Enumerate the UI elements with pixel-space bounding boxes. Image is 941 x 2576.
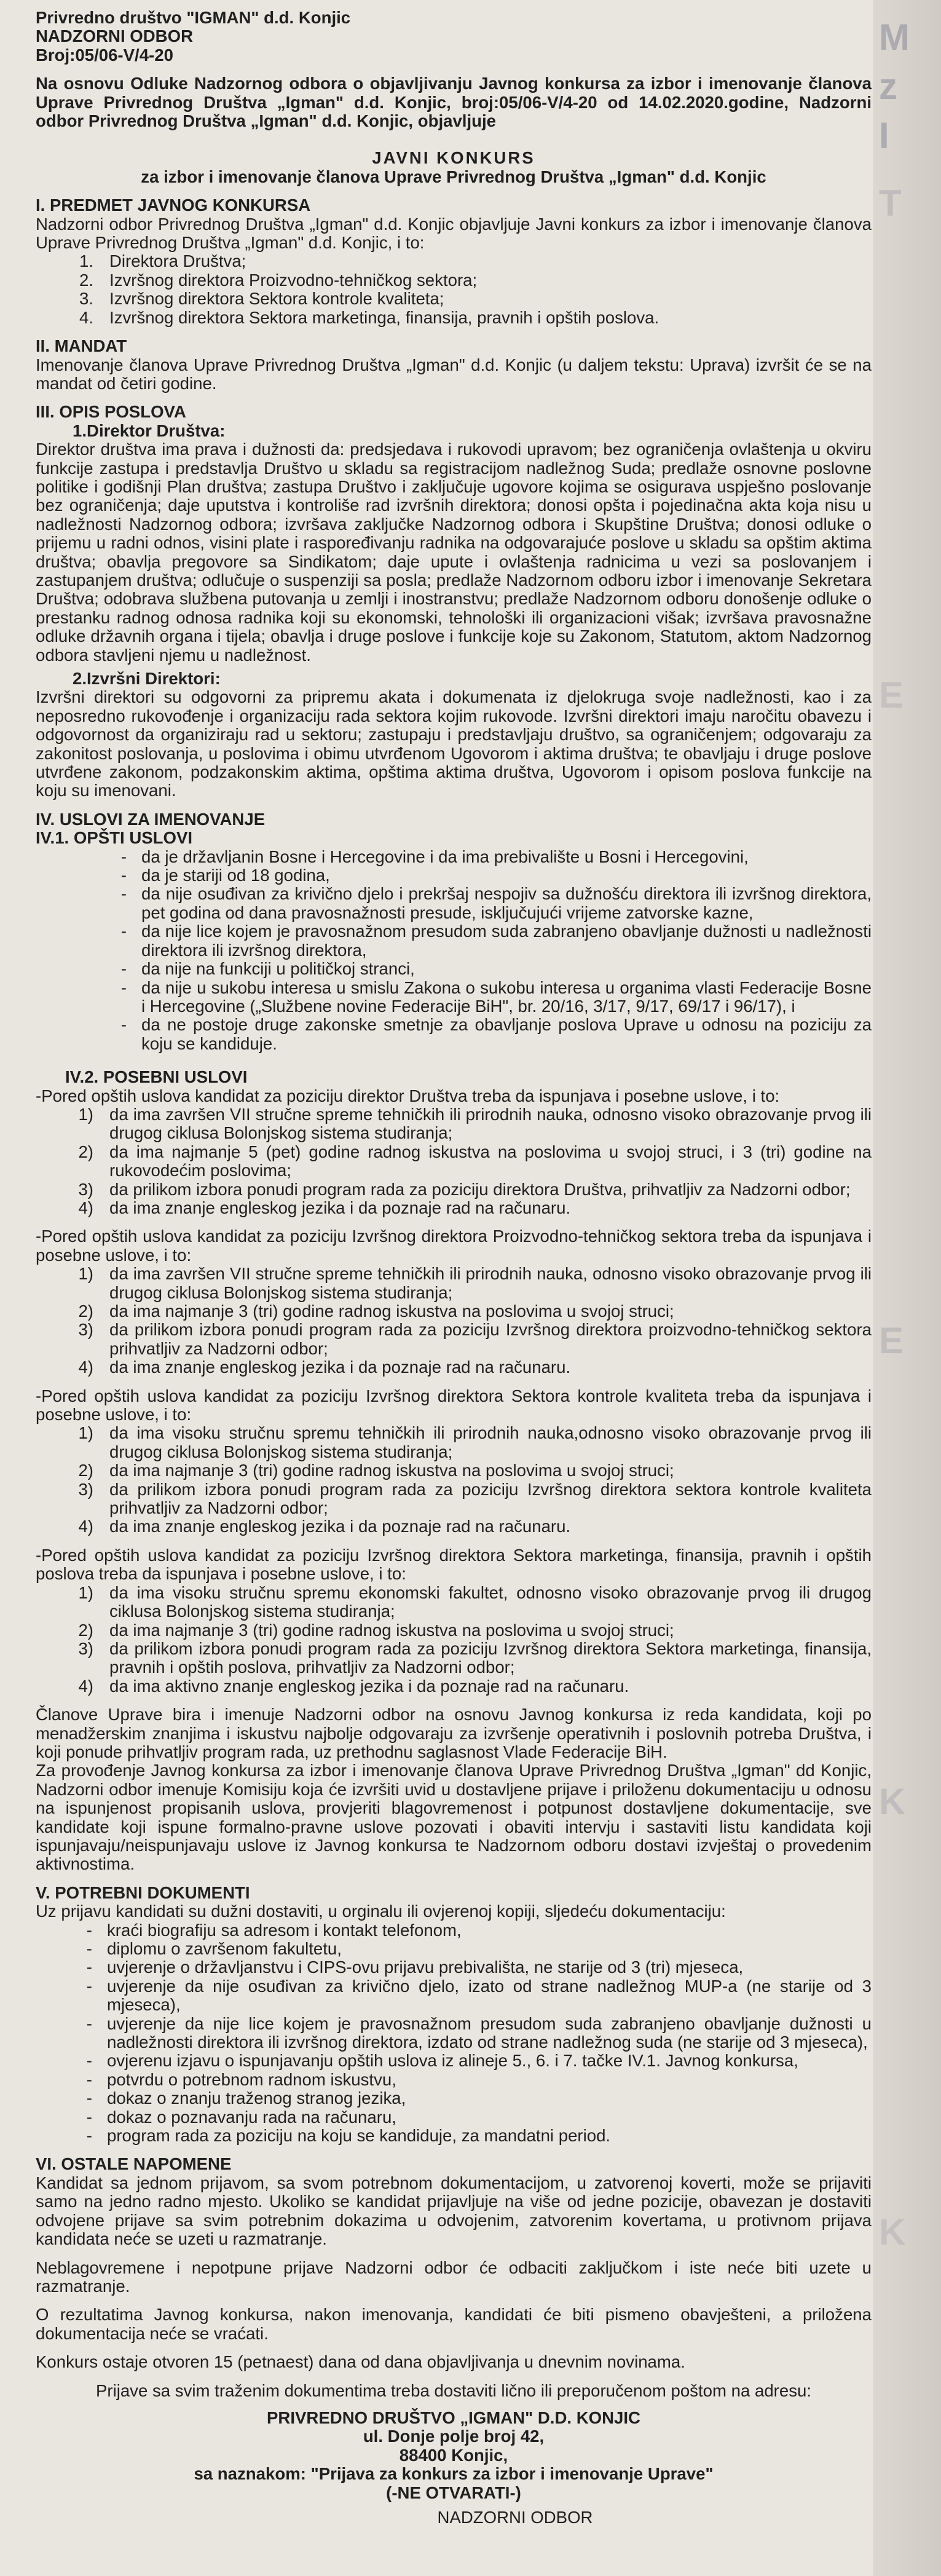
list-item: 3) da prilikom izbora ponudi program rada za poziciju direktora Društva, prihvatljiv za Nadzorni odbor; [78,1179,851,1199]
section-3-sub1: 1.Direktor Društva: [73,421,226,440]
section-4-closing-2: Za provođenje Javnog konkursa za izbor i imenovanje članova Uprave Privrednog Društva „Igman" dd Konjic, Nadzorni odbor imenuje Komisiju koja će izvršiti uvid u dostavljene prijave i priloženu dokumentaciju u odnosu na ispunjenost propisanih uslova, provjeriti blagovremenost i potpunost dostavljene dokumentacije, sve kandidate koji ispune formalno-pravne uslove pozovati i obaviti intervju i sastaviti listu kandidata koji ispunjavaju/neispunjavaju uslove iz Javnog konkursa te Nadzornom odboru dostavi izvještaj o provedenim aktivnostima. [36,1761,872,1874]
special-conditions-group-4 [36,1546,872,1696]
section-4-closing-1: Članove Uprave bira i imenuje Nadzorni odbor na osnovu Javnog konkursa iz reda kandidata, koji po menadžerskim znanjima i iskustvu najbolje odgovaraju za izvršenje operativnih i poslovnih potreba Društva, i koji ponude prihvatljiv program rada, uz prethodnu saglasnost Vlade Federacije BiH. [36,1705,872,1761]
general-conditions-list [36,848,872,1053]
group-intro: -Pored opštih uslova kandidat za poziciju direktor Društva treba da ispunjava i posebne uslove, i to: [36,1086,780,1105]
group-intro: -Pored opštih uslova kandidat za poziciju Izvršnog direktora Proizvodno-tehničkog sektora treba da ispunjava i posebne uslove, i to: [36,1227,872,1265]
address-block [36,2409,872,2502]
page-title: JAVNI KONKURS [372,148,535,168]
header-number: Broj:05/06-V/4-20 [36,45,173,65]
group-intro: -Pored opštih uslova kandidat za poziciju Izvršnog direktora Sektora marketinga, finansija, pravnih i opštih poslova treba da ispunjava i posebne uslove, i to: [36,1545,872,1584]
section-1-heading: I. PREDMET JAVNOG KONKURSA [36,196,311,215]
header [36,9,872,65]
adjacent-page-bleed: M z I T E E K K [873,0,941,2576]
list-item: 2) da ima najmanje 3 (tri) godine radnog iskustva na poslovima u svojoj struci; [78,1620,674,1640]
section-6-p2: Neblagovremene i nepotpune prijave Nadzorni odbor će odbaciti zaključkom i iste neće biti uzete u razmatranje. [36,2258,872,2296]
list-item: - da nije osuđivan za krivično djelo i prekršaj nespojiv sa dužnošću direktora ili izvršnog direktora, pet godina od dana pravosnažnosti presude, isključujući vrijeme zatvorske kazne, [120,884,872,922]
section-2-text: Imenovanje članova Uprave Privrednog Društva „Igman" d.d. Konjic (u daljem tekstu: Uprava) izvršit će se na mandat od četiri godine. [36,355,872,393]
list-item: 4) da ima znanje engleskog jezika i da poznaje rad na računaru. [78,1198,571,1217]
list-item: - ovjerenu izjavu o ispunjavanju opštih uslova iz alineje 5., 6. i 7. tačke IV.1. Javnog konkursa, [86,2051,798,2071]
section-3-text1: Direktor društva ima prava i dužnosti da: predsjedava i rukovodi upravom; bez ograničenja ovlaštenja u okviru funkcije zastupa i predstavlja Društvo u skladu sa registracijom nadležnog Suda; predlaže osnovne poslovne politike i godišnji Plan društva; zastupa Društvo i zaključuje ugovore kojima se osigurava uspješno poslovanje bez ograničenja; daje uputstva i kontroliše rad izvršnih direktora; donosi opšta i pojedinačna akta koja nisu u nadležnosti Nadzornog odbora; izvršava zaključke Nadzornog odbora i Skupštine Društva; donosi odluke o prijemu u radni odnos, visini plate i raspoređivanju radnika na odgovarajuće poslove u skladu sa opštim aktima društva; obavlja pregovore sa Sindikatom; daje upute i ovlaštenja radnicima u vezi sa poslovanjem i zastupanjem društva; odlučuje o suspenziji sa posla; predlaže Nadzornom odboru izbor i imenovanje Sekretara Društva; odobrava službena putovanja u zemlji i inostranstvu; predlaže Nadzornom odboru donošenje odluke o prestanku radnog odnosa radnika koji su ekonomski, tehnološki ili organizacioni višak; izvršava pravosnažne odluke državnih organa i tijela; obavlja i druge poslove i funkcije koje su Zakonom, Statutom, aktom Nadzornog odbora stavljeni njemu u nadležnost. [36,440,872,665]
special-conditions-group-1 [36,1087,872,1218]
section-5-heading: V. POTREBNI DOKUMENTI [36,1883,250,1902]
section-6-p1: Kandidat sa jednom prijavom, sa svom potrebnom dokumentacijom, u zatvorenoj koverti, može se prijaviti samo na jedno radno mjesto. Ukoliko se kandidat prijavljuje na više od jedne pozicije, obavezan je dostaviti odvojene prijave sa svim potrebnim dokazima u odvojenim, zatvorenim kovertama, u protivnom prijava kandidata neće se uzeti u razmatranje. [36,2173,872,2249]
list-item: - dokaz o poznavanju rada na računaru, [86,2107,396,2127]
special-conditions-group-2 [36,1227,872,1377]
list-item: 2) da ima najmanje 3 (tri) godine radnog iskustva na poslovima u svojoj struci; [78,1461,674,1480]
section-4-sub2: IV.2. POSEBNI USLOVI [65,1067,248,1087]
list-item: - da je državljanin Bosne i Hercegovine i da ima prebivalište u Bosni i Hercegovini, [120,847,749,866]
section-1-text: Nadzorni odbor Privrednog Društva „Igman" d.d. Konjic objavljuje Javni konkurs za izbor i imenovanje članova Uprave Privrednog Društva „Igman" d.d. Konjic, i to: [36,214,872,253]
list-item: 2) da ima najmanje 3 (tri) godine radnog iskustva na poslovima u svojoj struci; [78,1302,674,1321]
header-board: NADZORNI ODBOR [36,26,193,46]
section-6-p5: Prijave sa svim traženim dokumentima treba dostaviti lično ili preporučenom poštom na adresu: [95,2380,812,2400]
list-item: - da nije lice kojem je pravosnažnom presudom suda zabranjeno obavljanje dužnosti u nadležnosti direktora ili izvršnog direktora, [120,922,872,960]
group-intro: -Pored opštih uslova kandidat za poziciju Izvršnog direktora Sektora kontrole kvaliteta treba da ispunjava i posebne uslove, i to: [36,1386,872,1424]
list-item: 1) da ima visoku stručnu spremu ekonomski fakultet, odnosno visoko obrazovanje prvog ili drugog ciklusa Bolonjskog sistema studiranja; [78,1582,872,1621]
section-5-text: Uz prijavu kandidati su dužni dostaviti, u orginalu ili ovjerenoj kopiji, sljedeću dokumentaciju: [36,1902,726,1921]
section-4-heading: IV. USLOVI ZA IMENOVANJE [36,809,266,829]
list-item: 4. Izvršnog direktora Sektora marketinga, finansija, pravnih i opštih poslova. [79,307,659,327]
section-3-heading: III. OPIS POSLOVA [36,402,186,422]
section-6-p4: Konkurs ostaje otvoren 15 (petnaest) dana od dana objavljivanja u dnevnim novinama. [36,2352,685,2372]
list-item: 2. Izvršnog direktora Proizvodno-tehničkog sektora; [79,270,478,290]
header-company: Privredno društvo "IGMAN" d.d. Konjic [36,8,351,27]
address-do-not-open: (-NE OTVARATI-) [386,2483,521,2502]
list-item: - da nije na funkciji u političkoj stranci, [120,959,415,979]
list-item: 1) da ima završen VII stručne spreme tehničkih ili prirodnih nauka, odnosno visoko obrazovanje prvog ili drugog ciklusa Bolonjskog sistema studiranja; [78,1264,872,1302]
list-item: 4) da ima znanje engleskog jezika i da poznaje rad na računaru. [78,1517,571,1536]
list-item: 2) da ima najmanje 5 (pet) godine radnog iskustva na poslovima u svojoj struci, i 3 (tri) godine na rukovodećim poslovima; [78,1142,872,1180]
list-item: - da nije u sukobu interesa u smislu Zakona o sukobu interesa u organima vlasti Federacije Bosne i Hercegovine („Službene novine Federacije BiH", br. 20/16, 3/17, 9/17, 69/17 i 96/17), i [120,978,872,1016]
address-company: PRIVREDNO DRUŠTVO „IGMAN" D.D. KONJIC [267,2408,640,2427]
list-item: - diplomu o završenom fakultetu, [86,1939,342,1958]
address-note: sa naznakom: "Prijava za konkurs za izbor i imenovanje Uprave" [194,2464,714,2484]
list-item: 1) da ima visoku stručnu spremu tehničkih ili prirodnih nauka,odnosno visoko obrazovanje prvog ili drugog ciklusa Bolonjskog sistema studiranja; [78,1423,872,1461]
page-subtitle: za izbor i imenovanje članova Uprave Privrednog Društva „Igman" d.d. Konjic [141,167,766,186]
list-item: - potvrdu o potrebnom radnom iskustvu, [86,2069,396,2089]
list-item: - uvjerenje o državljanstvu i CIPS-ovu prijavu prebivališta, ne starije od 3 (tri) mjeseca, [86,1958,744,1977]
address-city: 88400 Konjic, [399,2445,508,2465]
list-item: - da je stariji od 18 godina, [120,866,330,885]
list-item: 3) da prilikom izbora ponudi program rada za poziciju Izvršnog direktora proizvodno-tehničkog sektora prihvatljiv za Nadzorni odbor; [78,1320,872,1358]
intro-text: Na osnovu Odluke Nadzornog odbora o objavljivanju Javnog konkursa za izbor i imenovanje članova Uprave Privrednog Društva „Igman" d.d. Konjic, broj:05/06-V/4-20 od 14.02.2020.godine, Nadzorni odbor Privrednog Društva „Igman" d.d. Konjic, objavljuje [36,74,872,131]
list-item: 1. Direktora Društva; [79,251,246,271]
section-3-text2: Izvršni direktori su odgovorni za pripremu akata i dokumenata iz djelokruga svoje nadležnosti, kao i za neposredno rukovođenje i organizaciju rada sektora kojim rukovode. Izvršni direktori imaju naročitu obavezu i odgovornost da organiziraju rad u sektoru; zastupaju i predstavljaju društvo, sa ograničenjem; odgovaraju za zakonitost poslovanja, u poslovima i obimu utvrđenom Ugovorom i aktima društva; te obavljaju i druge poslove utvrđene zakonom, podzakonskim aktima, opštima aktima društva, Ugovorom i opisom poslova funkcije na koju su imenovani. [36,687,872,800]
address-street: ul. Donje polje broj 42, [363,2427,545,2446]
signature: NADZORNI ODBOR [437,2507,593,2527]
section-1-list [36,252,872,327]
section-2-heading: II. MANDAT [36,336,127,356]
list-item: - uvjerenje da nije lice kojem je pravosnažnom presudom suda zabranjeno obavljanje dužnosti u nadležnosti direktora ili izvršnog direktora, izdato od strane nadležnog suda (ne starije od 3 mjeseca), [86,2013,872,2052]
document [36,9,872,2527]
list-item: 1) da ima završen VII stručne spreme tehničkih ili prirodnih nauka, odnosno visoko obrazovanje prvog ili drugog ciklusa Bolonjskog sistema studiranja; [78,1104,872,1143]
list-item: - kraći biografiju sa adresom i kontakt telefonom, [86,1920,462,1940]
list-item: 4) da ima znanje engleskog jezika i da poznaje rad na računaru. [78,1357,571,1377]
list-item: 3) da prilikom izbora ponudi program rada za poziciju Izvršnog direktora Sektora marketinga, finansija, pravnih i opštih poslova, prihvatljiv za Nadzorni odbor; [78,1638,872,1677]
list-item: 3. Izvršnog direktora Sektora kontrole kvaliteta; [79,289,444,309]
list-item: - dokaz o znanju traženog stranog jezika, [86,2088,406,2108]
list-item: - da ne postoje druge zakonske smetnje za obavljanje poslova Uprave u odnosu na poziciju za koju se kandiduje. [120,1015,872,1053]
section-3-sub2: 2.Izvršni Direktori: [73,669,221,688]
list-item: - uvjerenje da nije osuđivan za krivično djelo, izato od strane nadležnog MUP-a (ne starije od 3 mjeseca), [86,1976,872,2015]
list-item: - program rada za poziciju na koju se kandiduje, za mandatni period. [86,2126,611,2146]
section-4-sub1: IV.1. OPŠTI USLOVI [36,828,193,848]
section-6-heading: VI. OSTALE NAPOMENE [36,2154,232,2174]
list-item: 3) da prilikom izbora ponudi program rada za poziciju Izvršnog direktora sektora kontrole kvaliteta prihvatljiv za Nadzorni odbor; [78,1479,872,1518]
section-6-p3: O rezultatima Javnog konkursa, nakon imenovanja, kandidati će biti pismeno obavješteni, a priložena dokumentacija neće se vraćati. [36,2305,872,2343]
special-conditions-group-3 [36,1387,872,1536]
documents-list [36,1921,872,2146]
list-item: 4) da ima aktivno znanje engleskog jezika i da poznaje rad na računaru. [78,1676,629,1696]
